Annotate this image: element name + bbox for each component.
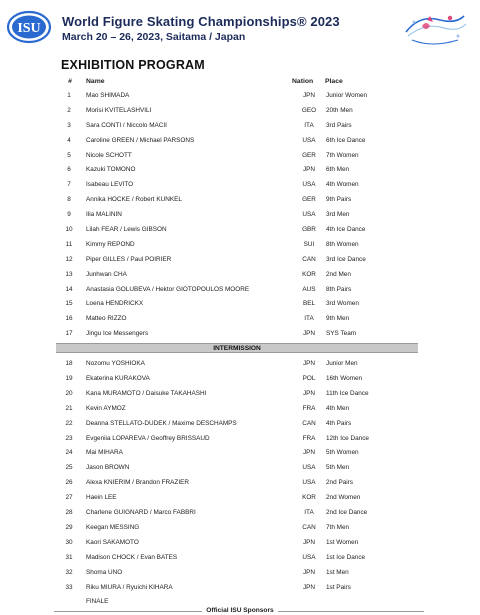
skater-place: 7th Women (326, 151, 359, 159)
skater-place: 16th Women (326, 375, 363, 383)
skater-name: Ekaterina KURAKOVA (86, 375, 150, 383)
table-row (56, 505, 418, 520)
table-row (56, 565, 418, 580)
skater-place: 1st Men (326, 568, 349, 576)
skater-number: 23 (65, 434, 73, 442)
table-row (56, 103, 418, 118)
skater-number: 26 (65, 479, 73, 487)
skater-nation: GBR (302, 226, 316, 234)
skater-nation: SUI (303, 240, 315, 248)
table-row (56, 490, 418, 505)
skater-number: 3 (67, 121, 71, 129)
skater-number: 31 (65, 553, 73, 561)
skater-number: 24 (65, 449, 73, 457)
skater-nation: FRA (302, 434, 316, 442)
event-dates: March 20 – 26, 2023, Saitama / Japan (62, 31, 246, 43)
skater-number: 29 (65, 523, 73, 531)
table-row (56, 237, 418, 252)
skater-place: 12th Ice Dance (326, 434, 369, 442)
skater-place: Junior Men (326, 360, 358, 368)
skater-name: Kimmy REPOND (86, 240, 135, 248)
skater-name: Caroline GREEN / Michael PARSONS (86, 136, 195, 144)
skater-name: Kaori SAKAMOTO (86, 538, 139, 546)
skater-name: Mao SHIMADA (86, 92, 130, 99)
skater-number: 33 (65, 583, 73, 591)
skater-name: Madison CHOCK / Evan BATES (86, 553, 178, 561)
skater-name: Matteo RIZZO (86, 315, 127, 323)
skater-nation: JPN (302, 360, 316, 368)
skater-name: Kevin AYMOZ (86, 404, 126, 412)
skater-nation: ITA (304, 121, 314, 129)
sponsors-label: Official ISU Sponsors (202, 607, 277, 614)
skater-number: 13 (65, 270, 73, 278)
skater-nation: KOR (302, 494, 316, 502)
skater-place: 6th Ice Dance (326, 136, 366, 144)
skater-nation: JPN (302, 449, 316, 457)
skater-place: Junior Women (326, 92, 368, 99)
table-row (56, 535, 418, 550)
skater-name: Nozomu YOSHIOKA (86, 360, 145, 368)
skater-nation: USA (302, 464, 316, 472)
program-part-2 (56, 356, 418, 594)
table-row (56, 252, 418, 267)
skater-place: 1st Ice Dance (326, 553, 366, 561)
skater-name: Jingu Ice Messengers (86, 330, 149, 338)
skater-place: 2nd Women (326, 494, 361, 502)
table-row (56, 311, 418, 326)
skater-nation: USA (302, 211, 316, 219)
skater-name: Piper GILLES / Paul POIRIER (86, 255, 172, 263)
skater-number: 10 (65, 226, 73, 234)
skater-place: 4th Ice Dance (326, 226, 366, 234)
finale-label: FINALE (86, 598, 109, 606)
skater-number: 17 (65, 330, 73, 338)
skater-nation: POL (302, 375, 316, 383)
skater-number: 20 (65, 389, 73, 397)
skater-nation: CAN (302, 255, 316, 263)
section-title: EXHIBITION PROGRAM (61, 58, 205, 72)
skater-name: Deanna STELLATO-DUDEK / Maxime DESCHAMPS (86, 419, 237, 427)
skater-number: 25 (65, 464, 73, 472)
skater-nation: CAN (302, 523, 316, 531)
skater-place: 8th Women (326, 240, 359, 248)
skater-place: 5th Women (326, 449, 359, 457)
skater-place: 2nd Ice Dance (326, 509, 368, 517)
skater-place: 4th Pairs (326, 419, 352, 427)
column-header-name: Name (86, 78, 105, 85)
table-row (56, 475, 418, 490)
skater-place: 9th Pairs (326, 196, 352, 204)
table-row (56, 282, 418, 297)
sponsors-footer (0, 607, 480, 614)
skater-place: 3rd Ice Dance (326, 255, 366, 263)
skater-name: Haein LEE (86, 494, 117, 502)
skater-name: Nicole SCHOTT (86, 151, 132, 159)
skater-place: 8th Pairs (326, 285, 352, 293)
skater-place: 9th Men (326, 315, 350, 323)
skater-place: 5th Men (326, 464, 350, 472)
skater-name: Jason BROWN (86, 464, 130, 472)
skater-nation: JPN (302, 92, 316, 99)
table-row (56, 580, 418, 595)
skater-place: 20th Men (326, 106, 353, 114)
table-row (56, 416, 418, 431)
column-header-place: Place (325, 78, 343, 85)
skater-number: 5 (67, 151, 71, 159)
skater-nation: GER (302, 151, 316, 159)
table-row (56, 371, 418, 386)
column-header-nation: Nation (292, 78, 314, 85)
event-emblem-icon (400, 6, 470, 50)
skater-name: Sara CONTI / Niccolo MACII (86, 121, 167, 129)
table-row (56, 148, 418, 163)
skater-place: SYS Team (326, 330, 357, 338)
skater-nation: AUS (302, 285, 316, 293)
table-row (56, 386, 418, 401)
skater-name: Junhwan CHA (86, 270, 127, 278)
skater-number: 8 (67, 196, 71, 204)
skater-name: Mai MIHARA (86, 449, 123, 457)
skater-name: Kana MURAMOTO / Daisuke TAKAHASHI (86, 389, 207, 397)
isu-logo-text: ISU (17, 21, 41, 36)
skater-place: 7th Men (326, 523, 350, 531)
table-row (56, 118, 418, 133)
skater-nation: CAN (302, 419, 316, 427)
skater-place: 1st Pairs (326, 583, 351, 591)
skater-number: 14 (65, 285, 73, 293)
skater-place: 3rd Pairs (326, 121, 352, 129)
skater-place: 2nd Pairs (326, 479, 353, 487)
skater-nation: USA (302, 553, 316, 561)
skater-number: 2 (67, 106, 71, 114)
skater-nation: KOR (302, 270, 316, 278)
skater-name: Isabeau LEVITO (86, 181, 134, 189)
skater-number: 32 (65, 568, 73, 576)
table-row (56, 520, 418, 535)
skater-number: 9 (67, 211, 71, 219)
skater-number: 6 (67, 166, 71, 174)
table-row (56, 177, 418, 192)
table-row (56, 356, 418, 371)
intermission-divider: INTERMISSION (56, 343, 418, 353)
skater-nation: JPN (302, 538, 316, 546)
skater-number: 11 (65, 240, 73, 248)
table-row (56, 267, 418, 282)
event-title: World Figure Skating Championships® 2023 (62, 14, 340, 29)
skater-number: 18 (65, 360, 73, 368)
skater-place: 3rd Men (326, 211, 350, 219)
table-row (56, 401, 418, 416)
skater-name: Keegan MESSING (86, 523, 140, 531)
skater-name: Charlene GUIGNARD / Marco FABBRI (86, 509, 196, 517)
table-row (56, 296, 418, 311)
table-row (56, 431, 418, 446)
skater-place: 3rd Women (326, 300, 359, 308)
table-row (56, 550, 418, 565)
skater-nation: FRA (302, 404, 316, 412)
skater-number: 30 (65, 538, 73, 546)
table-row (56, 326, 418, 341)
skater-place: 6th Men (326, 166, 350, 174)
skater-number: 21 (65, 404, 73, 412)
skater-number: 15 (65, 300, 73, 308)
skater-nation: JPN (302, 166, 316, 174)
skater-nation: JPN (302, 583, 316, 591)
table-row (56, 192, 418, 207)
program-part-1 (56, 88, 418, 341)
skater-number: 22 (65, 419, 73, 427)
skater-place: 4th Men (326, 404, 350, 412)
skater-number: 28 (65, 509, 73, 517)
skater-nation: GER (302, 196, 316, 204)
isu-logo-icon (6, 10, 52, 44)
skater-name: Lilah FEAR / Lewis GIBSON (86, 226, 167, 234)
skater-nation: USA (302, 136, 316, 144)
skater-name: Kazuki TOMONO (86, 166, 136, 174)
skater-name: Alexa KNIERIM / Brandon FRAZIER (86, 479, 189, 487)
skater-nation: BEL (302, 300, 316, 308)
skater-name: Shoma UNO (86, 568, 123, 576)
skater-number: 19 (65, 375, 73, 383)
skater-place: 2nd Men (326, 270, 351, 278)
skater-nation: JPN (302, 389, 316, 397)
skater-nation: ITA (304, 509, 314, 517)
skater-name: Evgeniia LOPAREVA / Geoffrey BRISSAUD (86, 434, 210, 442)
skater-name: Annika HOCKE / Robert KUNKEL (86, 196, 182, 204)
table-row (56, 162, 418, 177)
skater-name: Anastasia GOLUBEVA / Hektor GIOTOPOULOS MOORE (86, 285, 250, 293)
table-row (56, 207, 418, 222)
table-row (56, 445, 418, 460)
skater-nation: USA (302, 181, 316, 189)
skater-nation: JPN (302, 330, 316, 338)
column-header-number: # (68, 78, 72, 85)
skater-place: 11th Ice Dance (326, 389, 369, 397)
skater-nation: GEO (301, 106, 317, 114)
table-row (56, 460, 418, 475)
table-row (56, 88, 418, 103)
skater-place: 4th Women (326, 181, 359, 189)
skater-number: 16 (65, 315, 73, 323)
skater-number: 1 (67, 92, 71, 99)
skater-number: 12 (65, 255, 73, 263)
program-table (56, 88, 418, 608)
skater-name: Riku MIURA / Ryuichi KIHARA (86, 583, 173, 591)
skater-number: 7 (67, 181, 71, 189)
skater-name: Loena HENDRICKX (86, 300, 144, 308)
skater-number: 4 (67, 136, 71, 144)
skater-number: 27 (65, 494, 73, 502)
skater-name: Morisi KVITELASHVILI (86, 106, 152, 114)
page-header (0, 0, 480, 52)
skater-nation: JPN (302, 568, 316, 576)
skater-place: 1st Women (326, 538, 359, 546)
table-row (56, 222, 418, 237)
skater-name: Ilia MALININ (86, 211, 122, 219)
table-row (56, 133, 418, 148)
skater-nation: USA (302, 479, 316, 487)
skater-nation: ITA (304, 315, 314, 323)
